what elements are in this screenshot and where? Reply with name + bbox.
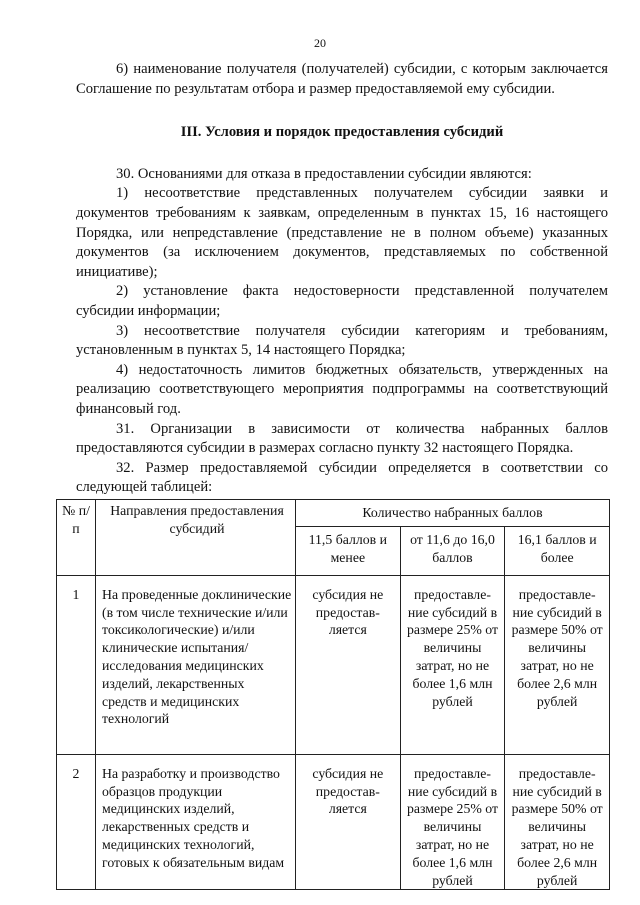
table-header-range-high: 16,1 баллов и более xyxy=(505,526,610,575)
paragraph-30-1: 1) несоответствие представленных получателем субсидии заявки и документов требованиям к заявкам, определенным в пунктах 15, 16 настоящего Порядка, или непредставление (представление не в полном объеме) указанных документов (за исключением документов, представляемых по собственной инициативе); xyxy=(76,185,608,280)
row-direction: На разработку и производство образцов продукции медицинских изделий, лекарственных средств и медицинских технологий, готовых к обязательным видам xyxy=(96,754,296,890)
row-number: 2 xyxy=(57,754,96,890)
table-header-range-mid: от 11,6 до 16,0 баллов xyxy=(400,526,505,575)
row-value-mid: предоставле-ние субсидий в размере 25% от величины затрат, но не более 1,6 млн рублей xyxy=(400,754,505,890)
paragraph-item-6: 6) наименование получателя (получателей) субсидии, с которым заключается Соглашение по результатам отбора и размер предоставляемой ему субсидии. xyxy=(76,61,608,97)
row-value-low: субсидия не предостав-ляется xyxy=(296,754,401,890)
table-header-num: № п/п xyxy=(57,499,96,575)
paragraph-30-4: 4) недостаточность лимитов бюджетных обязательств, утвержденных на реализацию соответствующего мероприятия подпрограммы на соответствующий финансовый год. xyxy=(76,361,608,417)
subsidy-table xyxy=(56,499,610,891)
row-value-low: субсидия не предостав-ляется xyxy=(296,575,401,754)
row-direction: На проведенные доклинические (в том числе технические и/или токсикологические) и/или клинические испытания/исследования медицинских изделий, лекарственных средств и медицинских технологий xyxy=(96,575,296,754)
paragraph-30-2: 2) установление факта недостоверности представленной получателем субсидии информации; xyxy=(76,283,608,319)
table-row xyxy=(57,575,610,754)
page-number: 20 xyxy=(314,36,326,50)
paragraph-32: 32. Размер предоставляемой субсидии определяется в соответствии со следующей таблицей: xyxy=(76,459,608,496)
table-row xyxy=(57,754,610,890)
table-header-range-low: 11,5 баллов и менее xyxy=(296,526,401,575)
table-header-direction: Направления предоставления субсидий xyxy=(96,499,296,575)
row-value-high: предоставле-ние субсидий в размере 50% от величины затрат, но не более 2,6 млн рублей xyxy=(505,754,610,890)
row-value-mid: предоставле-ние субсидий в размере 25% от величины затрат, но не более 1,6 млн рублей xyxy=(400,575,505,754)
section-heading: III. Условия и порядок предоставления субсидий xyxy=(180,124,504,141)
document-body xyxy=(62,60,608,890)
paragraph-31: 31. Организации в зависимости от количества набранных баллов предоставляются субсидии в размерах согласно пункту 32 настоящего Порядка. xyxy=(76,420,608,457)
paragraph-30: 30. Основаниями для отказа в предоставлении субсидии являются: xyxy=(116,165,532,182)
row-number: 1 xyxy=(57,575,96,754)
table-header-score-group: Количество набранных баллов xyxy=(296,499,610,526)
row-value-high: предоставле-ние субсидий в размере 50% от величины затрат, но не более 2,6 млн рублей xyxy=(505,575,610,754)
paragraph-30-3: 3) несоответствие получателя субсидии категориям и требованиям, установленным в пунктах 5, 14 настоящего Порядка; xyxy=(76,322,608,359)
